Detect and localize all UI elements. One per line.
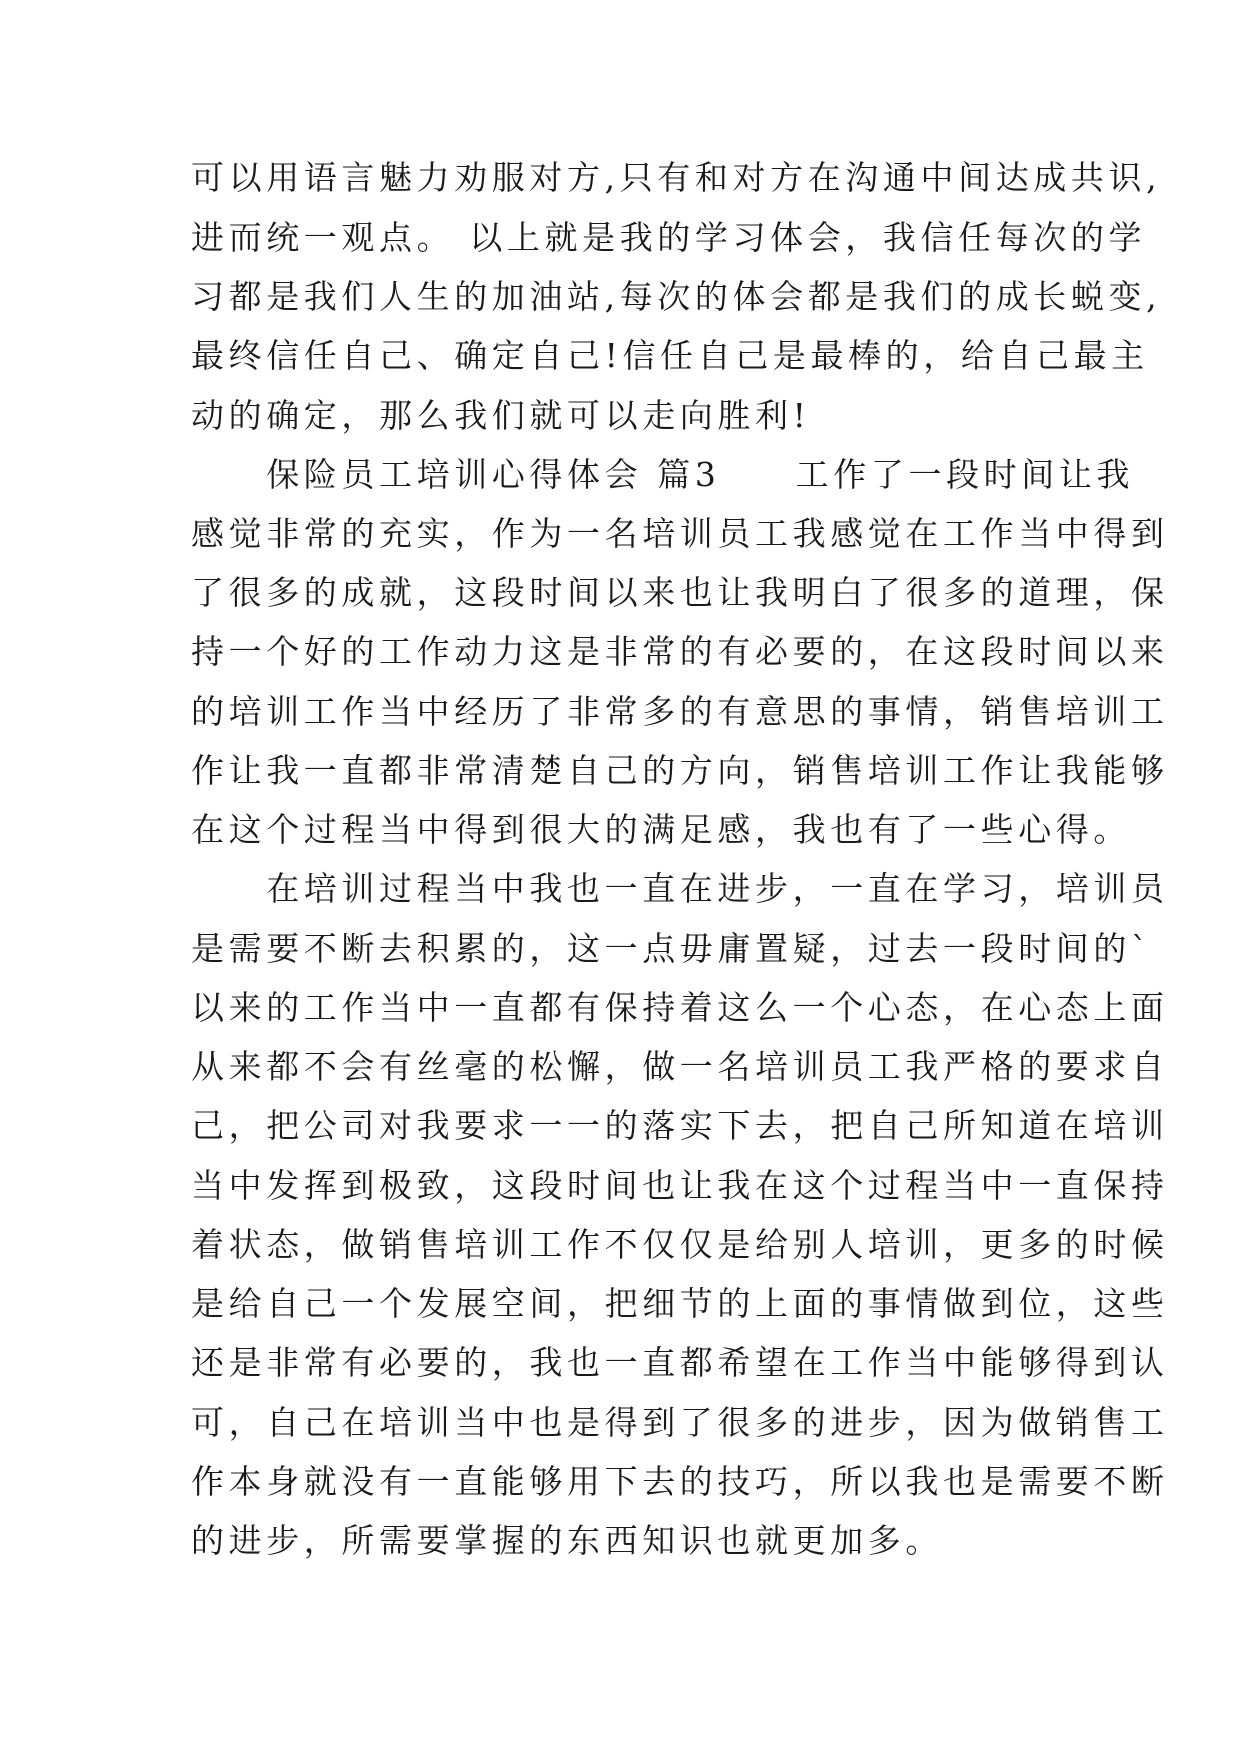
text-line: 己，把公司对我要求一一的落实下去，把自己所知道在培训: [191, 1106, 1169, 1145]
text-line: 作让我一直都非常清楚自己的方向，销售培训工作让我能够: [191, 751, 1169, 790]
section-heading-line: 保险员工培训心得体会 篇3 工作了一段时间让我: [191, 455, 1135, 494]
text-line: 感觉非常的充实，作为一名培训员工我感觉在工作当中得到: [191, 514, 1169, 553]
text-line: 习都是我们人生的加油站,每次的体会都是我们的成长蜕变,: [191, 277, 1162, 316]
text-line: 的进步，所需要掌握的东西知识也就更加多。: [191, 1521, 943, 1560]
text-line: 持一个好的工作动力这是非常的有必要的，在这段时间以来: [191, 632, 1169, 671]
text-line: 的培训工作当中经历了非常多的有意思的事情，销售培训工: [191, 692, 1169, 731]
paragraph-start-line: 在培训过程当中我也一直在进步，一直在学习，培训员: [191, 869, 1169, 908]
text-line: 可以用语言魅力劝服对方,只有和对方在沟通中间达成共识,: [191, 158, 1162, 197]
text-line: 以来的工作当中一直都有保持着这么一个心态，在心态上面: [191, 988, 1169, 1027]
text-line: 可，自己在培训当中也是得到了很多的进步，因为做销售工: [191, 1403, 1169, 1442]
text-line: 是给自己一个发展空间，把细节的上面的事情做到位，这些: [191, 1284, 1169, 1323]
text-line: 进而统一观点。 以上就是我的学习体会，我信任每次的学: [191, 218, 1147, 257]
text-line: 在这个过程当中得到很大的满足感，我也有了一些心得。: [191, 810, 1131, 849]
text-line: 当中发挥到极致，这段时间也让我在这个过程当中一直保持: [191, 1166, 1169, 1205]
text-line: 作本身就没有一直能够用下去的技巧，所以我也是需要不断: [191, 1462, 1169, 1501]
text-line: 最终信任自己、确定自己!信任自己是最棒的，给自己最主: [191, 336, 1149, 375]
text-line: 着状态，做销售培训工作不仅仅是给别人培训，更多的时候: [191, 1225, 1169, 1264]
text-line: 还是非常有必要的，我也一直都希望在工作当中能够得到认: [191, 1343, 1169, 1382]
text-line: 动的确定，那么我们就可以走向胜利!: [191, 396, 811, 435]
text-line: 从来都不会有丝毫的松懈，做一名培训员工我严格的要求自: [191, 1047, 1169, 1086]
text-line: 是需要不断去积累的，这一点毋庸置疑，过去一段时间的`: [191, 929, 1153, 968]
text-line: 了很多的成就，这段时间以来也让我明白了很多的道理，保: [191, 573, 1169, 612]
